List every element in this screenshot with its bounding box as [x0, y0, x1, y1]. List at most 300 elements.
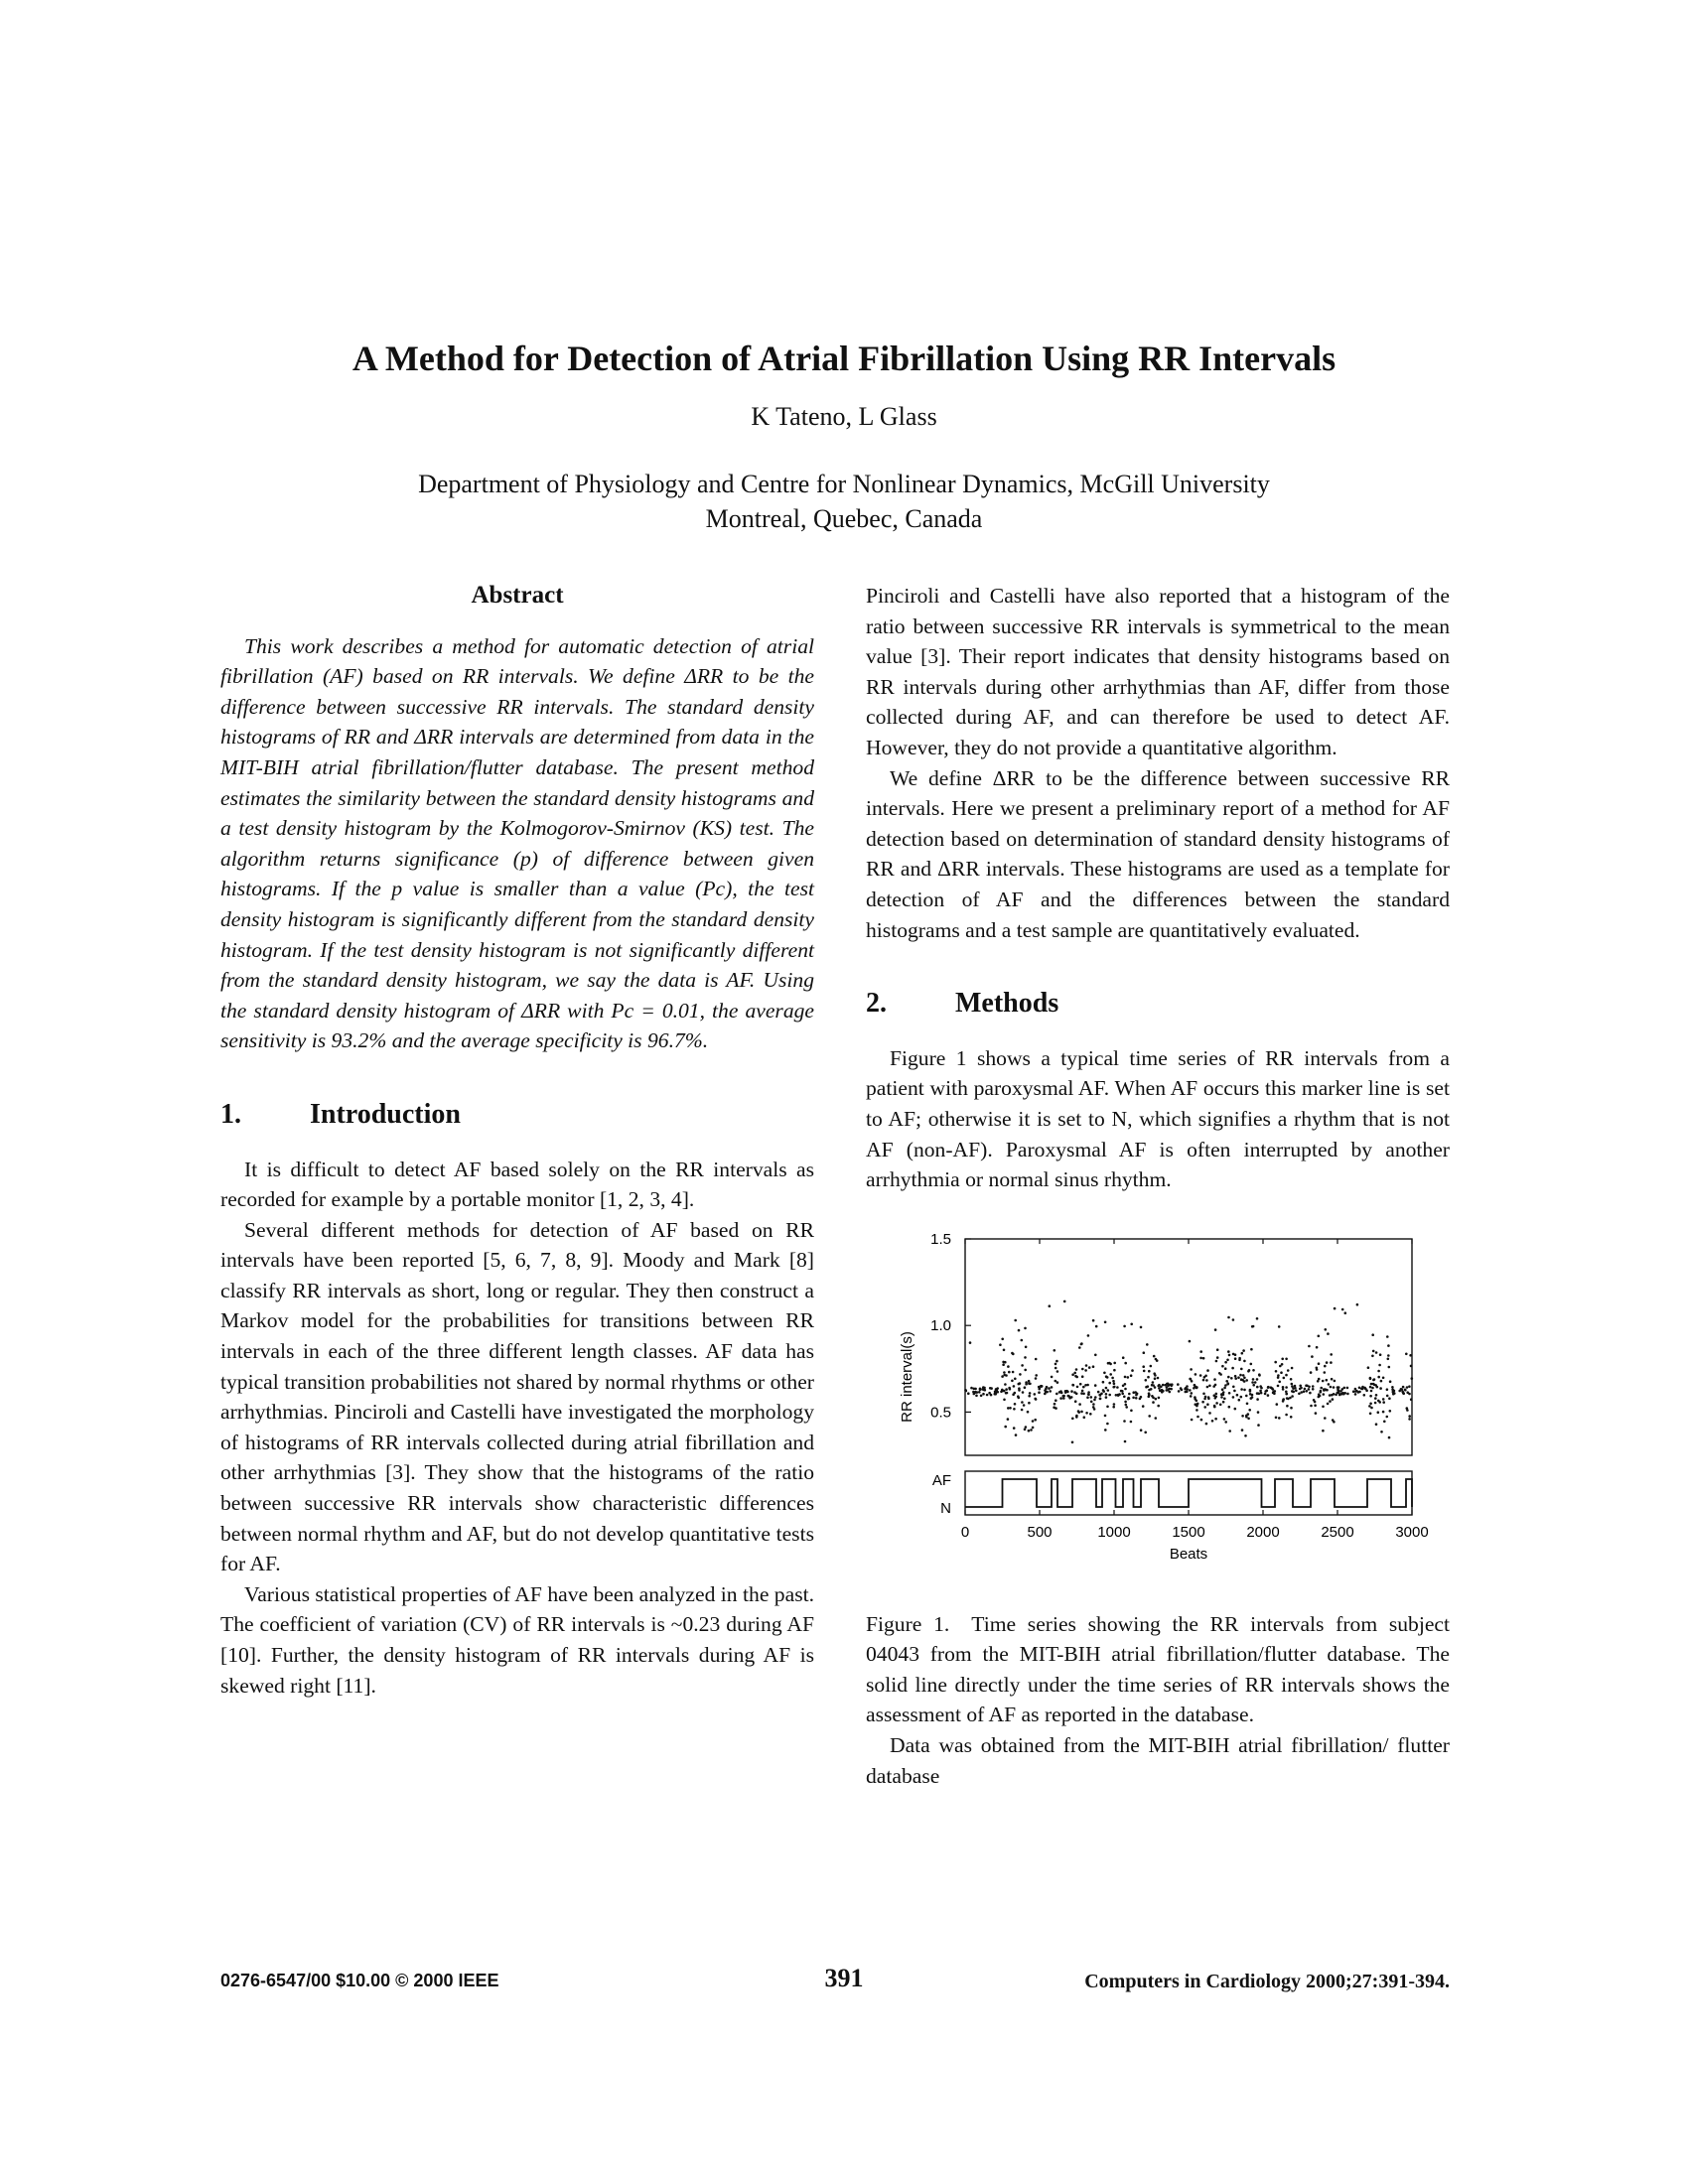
rr-point	[1312, 1388, 1315, 1391]
rr-point	[1123, 1324, 1126, 1327]
rr-point	[1374, 1401, 1377, 1404]
rr-point	[1354, 1387, 1357, 1390]
rr-point	[1013, 1385, 1016, 1388]
rr-point	[1358, 1386, 1361, 1389]
rr-point	[1218, 1372, 1221, 1375]
rr-point	[1219, 1403, 1222, 1406]
rr-point	[1215, 1392, 1218, 1395]
rr-point	[984, 1389, 987, 1392]
rr-point	[1232, 1318, 1235, 1321]
rr-point	[1322, 1405, 1325, 1408]
rr-point	[1221, 1388, 1224, 1391]
rr-point	[1406, 1409, 1409, 1412]
rr-point	[1017, 1395, 1020, 1398]
right-column	[866, 581, 1450, 1791]
rr-point	[1123, 1395, 1126, 1398]
rr-point	[967, 1392, 970, 1395]
rr-point	[1186, 1390, 1189, 1393]
rr-point	[1294, 1384, 1297, 1387]
rr-point	[1334, 1306, 1336, 1309]
rr-point	[1382, 1401, 1385, 1404]
x-axis-label: Beats	[1169, 1545, 1208, 1563]
rr-point	[1304, 1387, 1307, 1390]
rr-point	[1325, 1328, 1328, 1331]
rr-point	[1107, 1389, 1110, 1392]
rr-point	[1079, 1383, 1082, 1386]
rr-point	[1223, 1386, 1226, 1389]
rr-point	[1067, 1394, 1070, 1397]
rr-point	[1379, 1387, 1382, 1390]
rr-point	[1038, 1391, 1041, 1394]
rr-point	[1236, 1394, 1239, 1397]
rr-point	[1386, 1388, 1389, 1391]
rr-point	[1354, 1393, 1357, 1396]
rr-point	[1059, 1397, 1062, 1400]
rr-point	[1086, 1383, 1089, 1386]
rr-point	[1363, 1394, 1366, 1397]
rr-point	[1369, 1395, 1372, 1398]
rr-point	[1055, 1392, 1058, 1395]
rr-point	[1241, 1352, 1244, 1355]
rr-point	[1314, 1400, 1317, 1403]
rr-point	[1152, 1401, 1155, 1404]
rr-point	[1093, 1408, 1096, 1411]
rr-point	[1257, 1424, 1260, 1427]
rr-point	[1088, 1366, 1091, 1369]
rr-point	[1014, 1318, 1017, 1321]
right-paragraph-1: Pinciroli and Castelli have also reported that a histogram of the ratio between successive RR intervals is symmetrical to the mean value [3]. Their report indicates that density histograms based on RR intervals during other arrhythmias than AF, differ from those collected during AF, and can therefore be used to detect AF. However, they do not provide a quantitative algorithm.	[866, 584, 1450, 759]
rr-point	[1320, 1386, 1323, 1389]
x-tick-label: 1000	[1097, 1523, 1131, 1541]
rr-point	[1318, 1334, 1321, 1337]
rr-point	[1071, 1417, 1074, 1420]
y-tick-label: 0.5	[930, 1404, 951, 1422]
rr-point	[1202, 1357, 1205, 1360]
rr-point	[1156, 1359, 1159, 1362]
rr-point	[1205, 1422, 1208, 1425]
rr-point	[1405, 1352, 1408, 1355]
rr-point	[1281, 1357, 1284, 1360]
rr-point	[1124, 1439, 1127, 1442]
rr-point	[1232, 1385, 1235, 1388]
rr-point	[1148, 1392, 1151, 1395]
rr-point	[1117, 1394, 1120, 1397]
rr-point	[1080, 1392, 1083, 1395]
rr-point	[1153, 1372, 1156, 1375]
rr-point	[1223, 1418, 1226, 1421]
rr-point	[1337, 1389, 1340, 1392]
rr-point	[1140, 1429, 1143, 1432]
rr-point	[1256, 1385, 1259, 1388]
rr-point	[1227, 1375, 1230, 1378]
rr-point	[1380, 1431, 1383, 1433]
rr-point	[1073, 1391, 1076, 1394]
rr-point	[1025, 1345, 1028, 1348]
rr-point	[1323, 1388, 1326, 1391]
rr-point	[1113, 1361, 1116, 1364]
rr-point	[1206, 1403, 1209, 1406]
rr-point	[1322, 1379, 1325, 1382]
rr-point	[1191, 1392, 1194, 1395]
marker-label-af: AF	[931, 1471, 951, 1489]
rr-point	[1140, 1396, 1143, 1399]
rr-point	[1283, 1376, 1286, 1379]
rr-point	[1084, 1369, 1087, 1372]
rr-point	[1250, 1348, 1253, 1351]
rr-point	[1003, 1348, 1006, 1351]
rr-point	[1005, 1392, 1008, 1395]
rr-point	[1224, 1361, 1227, 1364]
intro-paragraph-1: It is difficult to detect AF based solely on the RR intervals as recorded for example by a portable monitor [1, 2, 3, 4].	[220, 1157, 814, 1212]
rr-point	[1077, 1410, 1080, 1413]
rr-point	[1282, 1398, 1285, 1401]
rr-point	[1194, 1385, 1196, 1388]
rr-point	[1312, 1385, 1315, 1388]
rr-point	[1186, 1385, 1189, 1388]
rr-point	[1248, 1409, 1251, 1412]
rr-point	[1094, 1353, 1097, 1356]
rr-point	[1382, 1398, 1385, 1401]
rr-point	[1237, 1376, 1240, 1379]
rr-point	[1404, 1388, 1407, 1391]
rr-point	[1147, 1376, 1150, 1379]
rr-point	[1078, 1346, 1081, 1349]
rr-point	[1135, 1397, 1138, 1400]
rr-point	[1023, 1404, 1026, 1407]
rr-point	[1130, 1420, 1133, 1423]
rr-point	[1021, 1338, 1024, 1341]
rr-point	[1211, 1420, 1214, 1423]
rr-point	[1346, 1392, 1349, 1395]
rr-point	[1372, 1349, 1375, 1352]
rr-point	[1018, 1382, 1021, 1385]
rr-point	[1208, 1412, 1211, 1415]
x-tick-label: 2500	[1321, 1523, 1354, 1541]
rr-point	[1055, 1379, 1057, 1382]
rr-point	[1125, 1403, 1128, 1406]
rr-point	[1142, 1405, 1145, 1408]
rr-point	[1049, 1304, 1052, 1307]
rr-point	[1245, 1416, 1248, 1419]
rr-point	[1151, 1395, 1154, 1398]
rr-point	[1247, 1413, 1250, 1416]
rr-point	[1238, 1399, 1241, 1402]
rr-point	[1334, 1379, 1336, 1382]
rr-point	[1386, 1335, 1389, 1338]
rr-point	[1190, 1395, 1193, 1398]
rr-point	[1054, 1403, 1056, 1406]
rr-point	[1056, 1370, 1059, 1373]
rr-point	[1324, 1371, 1327, 1374]
rr-point	[1035, 1377, 1038, 1380]
rr-point	[1333, 1386, 1336, 1389]
rr-point	[1410, 1364, 1413, 1367]
rr-point	[1267, 1386, 1270, 1389]
rr-point	[1034, 1419, 1037, 1422]
rr-point	[1062, 1397, 1065, 1400]
section-title: Methods	[955, 988, 1059, 1020]
rr-point	[1386, 1394, 1389, 1397]
rr-point	[1143, 1351, 1146, 1354]
rr-point	[1092, 1403, 1095, 1406]
affiliation	[0, 467, 1688, 536]
rr-point	[1251, 1325, 1254, 1328]
rr-point	[1014, 1403, 1017, 1406]
rr-point	[1159, 1389, 1162, 1392]
rr-point	[1375, 1351, 1378, 1354]
rr-point	[1410, 1398, 1413, 1401]
rr-point	[1254, 1381, 1257, 1384]
rr-point	[1228, 1392, 1231, 1395]
rr-point	[1386, 1415, 1389, 1418]
rr-point	[1032, 1426, 1035, 1429]
rr-point	[1085, 1364, 1088, 1367]
rr-point	[1264, 1392, 1267, 1395]
rr-point	[1278, 1380, 1281, 1383]
rr-point	[1055, 1407, 1057, 1410]
rr-point	[1285, 1386, 1288, 1389]
rr-point	[1226, 1358, 1229, 1361]
rr-point	[990, 1393, 993, 1396]
rr-point	[1035, 1357, 1038, 1360]
rr-point	[1233, 1389, 1236, 1392]
footer-copyright: 0276-6547/00 $10.00 © 2000 IEEE	[220, 1971, 499, 1990]
rr-point	[1025, 1426, 1028, 1429]
rr-point	[1251, 1381, 1254, 1384]
rr-point	[1225, 1380, 1228, 1383]
rr-point	[1389, 1410, 1392, 1413]
rr-point	[1049, 1390, 1052, 1393]
rr-point	[1127, 1396, 1130, 1399]
methods-paragraph-1: Figure 1 shows a typical time series of RR intervals from a patient with paroxysmal AF. When AF occurs this marker line is set to AF; otherwise it is set to N, which signifies a rhythm that is not AF (non-AF). Paroxysmal AF is often interrupted by another arrhythmia or normal sinus rhythm.	[866, 1045, 1450, 1192]
rr-point	[1243, 1376, 1246, 1379]
rr-point	[1227, 1382, 1230, 1385]
rr-point	[1408, 1415, 1411, 1418]
rr-point	[1062, 1395, 1065, 1398]
rr-point	[1224, 1367, 1227, 1370]
rr-point	[1251, 1396, 1254, 1399]
rr-point	[1131, 1369, 1134, 1372]
rr-point	[1331, 1378, 1334, 1381]
rr-point	[1331, 1394, 1334, 1397]
rr-point	[1224, 1384, 1227, 1387]
rr-point	[1125, 1406, 1128, 1409]
rr-point	[1369, 1402, 1372, 1405]
rr-point	[1113, 1369, 1116, 1372]
rr-point	[1014, 1377, 1017, 1380]
rr-point	[1097, 1390, 1100, 1393]
rr-point	[1371, 1354, 1374, 1357]
rr-point	[1002, 1360, 1005, 1363]
rr-point	[1303, 1390, 1306, 1393]
rr-point	[1028, 1380, 1031, 1383]
section-title: Introduction	[310, 1098, 461, 1130]
figure-1-caption	[866, 1609, 1450, 1730]
rr-point	[1370, 1382, 1373, 1385]
rr-point	[1230, 1377, 1233, 1380]
affiliation-line-2: Montreal, Quebec, Canada	[705, 504, 983, 533]
rr-point	[1388, 1365, 1391, 1368]
rr-point	[1332, 1398, 1335, 1401]
rr-point	[1207, 1397, 1210, 1400]
rr-point	[1018, 1328, 1021, 1331]
rr-point	[1024, 1326, 1027, 1329]
abstract-text: This work describes a method for automatic detection of atrial fibrillation (AF) based on RR intervals. We define ΔRR to be the difference between successive RR intervals. The standard density histograms of RR and ΔRR intervals are determined from data in the MIT-BIH atrial fibrillation/flutter database. The present method estimates the similarity between the standard density histograms and a test density histogram by the Kolmogorov-Smirnov (KS) test. The algorithm returns significance (p) of difference between given histograms. If the p value is smaller than a value (Pc), the test density histogram is significantly different from the standard density histogram. If the test density histogram is not significantly different from the standard density histogram, we say the data is AF. Using the standard density histogram of ΔRR with Pc = 0.01, the average sensitivity is 93.2% and the average specificity is 96.7%.	[220, 633, 814, 1053]
rr-point	[1145, 1379, 1148, 1382]
rr-point	[1291, 1382, 1294, 1385]
rr-point	[1019, 1373, 1022, 1376]
rr-point	[1004, 1425, 1007, 1428]
rr-point	[1142, 1365, 1145, 1368]
rr-point	[1080, 1342, 1083, 1345]
rr-point	[1370, 1406, 1373, 1409]
rr-point	[1311, 1355, 1314, 1358]
rr-point	[1150, 1364, 1153, 1367]
rr-point	[1377, 1411, 1380, 1414]
rr-point	[1081, 1389, 1084, 1392]
rr-point	[1208, 1384, 1211, 1387]
rr-point	[1073, 1371, 1076, 1374]
rr-point	[1220, 1396, 1223, 1399]
rr-point	[1025, 1383, 1028, 1386]
rr-point	[1024, 1368, 1027, 1371]
rr-point	[1402, 1391, 1405, 1394]
rr-point	[1276, 1403, 1279, 1406]
rr-point	[1147, 1385, 1150, 1388]
rr-point	[1029, 1382, 1032, 1385]
rr-point	[1105, 1393, 1108, 1396]
rr-point	[1286, 1405, 1289, 1408]
rr-point	[1189, 1389, 1192, 1392]
rr-point	[996, 1389, 999, 1392]
rr-point	[1382, 1410, 1385, 1413]
rr-point	[1007, 1365, 1010, 1368]
rr-point	[1063, 1299, 1066, 1302]
rr-point	[1382, 1376, 1385, 1379]
rr-point	[1055, 1366, 1057, 1369]
rr-point	[1383, 1420, 1386, 1423]
section-heading-methods	[866, 989, 1450, 1020]
rr-point	[1124, 1375, 1127, 1378]
rr-point	[1356, 1303, 1359, 1306]
rr-point	[1240, 1395, 1243, 1398]
rr-point	[979, 1387, 982, 1390]
rr-point	[1116, 1386, 1119, 1389]
rr-point	[1121, 1392, 1124, 1395]
rr-point	[1012, 1370, 1015, 1373]
rr-point	[1275, 1370, 1278, 1373]
rr-point	[1291, 1366, 1294, 1369]
abstract-heading: Abstract	[471, 582, 564, 609]
rr-point	[1072, 1384, 1075, 1387]
rr-point	[1327, 1402, 1330, 1405]
rr-point	[1256, 1317, 1259, 1320]
rr-point	[1124, 1383, 1127, 1386]
x-tick-label: 3000	[1395, 1523, 1429, 1541]
x-tick-label: 500	[1027, 1523, 1053, 1541]
rr-point	[1196, 1409, 1198, 1412]
rr-point	[1369, 1385, 1372, 1388]
rr-point	[1326, 1379, 1329, 1382]
rr-point	[1166, 1386, 1169, 1389]
rr-point	[1045, 1387, 1048, 1390]
rr-point	[1191, 1380, 1194, 1383]
rr-point	[1028, 1430, 1031, 1433]
rr-point	[1070, 1390, 1073, 1393]
rr-point	[1030, 1429, 1033, 1432]
rr-point	[1371, 1333, 1374, 1336]
rr-point	[1205, 1379, 1208, 1382]
rr-point	[1051, 1375, 1054, 1378]
rr-point	[1199, 1356, 1202, 1359]
rr-point	[1241, 1415, 1244, 1418]
rr-point	[1094, 1384, 1097, 1387]
rr-point	[1242, 1349, 1245, 1352]
rr-point	[1364, 1387, 1367, 1390]
rr-point	[1003, 1398, 1006, 1401]
rr-point	[1214, 1418, 1217, 1421]
rr-point	[1201, 1401, 1204, 1404]
rr-point	[1204, 1395, 1207, 1398]
rr-point	[1200, 1418, 1203, 1421]
rr-point	[1267, 1394, 1270, 1397]
rr-point	[1292, 1390, 1295, 1393]
rr-point	[1115, 1394, 1118, 1397]
rr-point	[1078, 1403, 1081, 1406]
rr-point	[1007, 1418, 1010, 1421]
rr-point	[1007, 1407, 1010, 1410]
rr-point	[1152, 1381, 1155, 1384]
rr-point	[969, 1341, 972, 1344]
rr-point	[1378, 1363, 1381, 1366]
rr-point	[1377, 1399, 1380, 1402]
rr-point	[1308, 1388, 1311, 1391]
rr-point	[1278, 1325, 1281, 1328]
rr-point	[1260, 1386, 1263, 1389]
rr-point	[1285, 1373, 1288, 1376]
rr-point	[1203, 1406, 1206, 1409]
rr-point	[1132, 1391, 1135, 1394]
rr-point	[1310, 1371, 1313, 1374]
rr-point	[1223, 1397, 1226, 1400]
rr-point	[1130, 1322, 1133, 1325]
rr-point	[1092, 1365, 1095, 1368]
rr-point	[1074, 1400, 1077, 1403]
rr-point	[1213, 1378, 1216, 1381]
rr-point	[1154, 1377, 1157, 1380]
rr-point	[1252, 1378, 1255, 1381]
rr-point	[1243, 1380, 1246, 1383]
rr-point	[1090, 1396, 1093, 1399]
rr-point	[1074, 1375, 1077, 1378]
rr-point	[1248, 1369, 1251, 1372]
rr-point	[1124, 1400, 1127, 1403]
figure-1-chart	[866, 1225, 1450, 1597]
rr-point	[1264, 1390, 1267, 1393]
rr-point	[1231, 1366, 1234, 1369]
rr-point	[1087, 1393, 1090, 1396]
rr-point	[1214, 1395, 1217, 1398]
rr-point	[1240, 1388, 1243, 1391]
rr-point	[1346, 1386, 1349, 1389]
rr-point	[1242, 1374, 1245, 1377]
rr-point	[1402, 1385, 1405, 1388]
rr-point	[1003, 1373, 1006, 1376]
rr-point	[1228, 1353, 1231, 1356]
rr-point	[1034, 1397, 1037, 1400]
section-heading-introduction	[220, 1100, 814, 1131]
rr-point	[1391, 1388, 1394, 1391]
